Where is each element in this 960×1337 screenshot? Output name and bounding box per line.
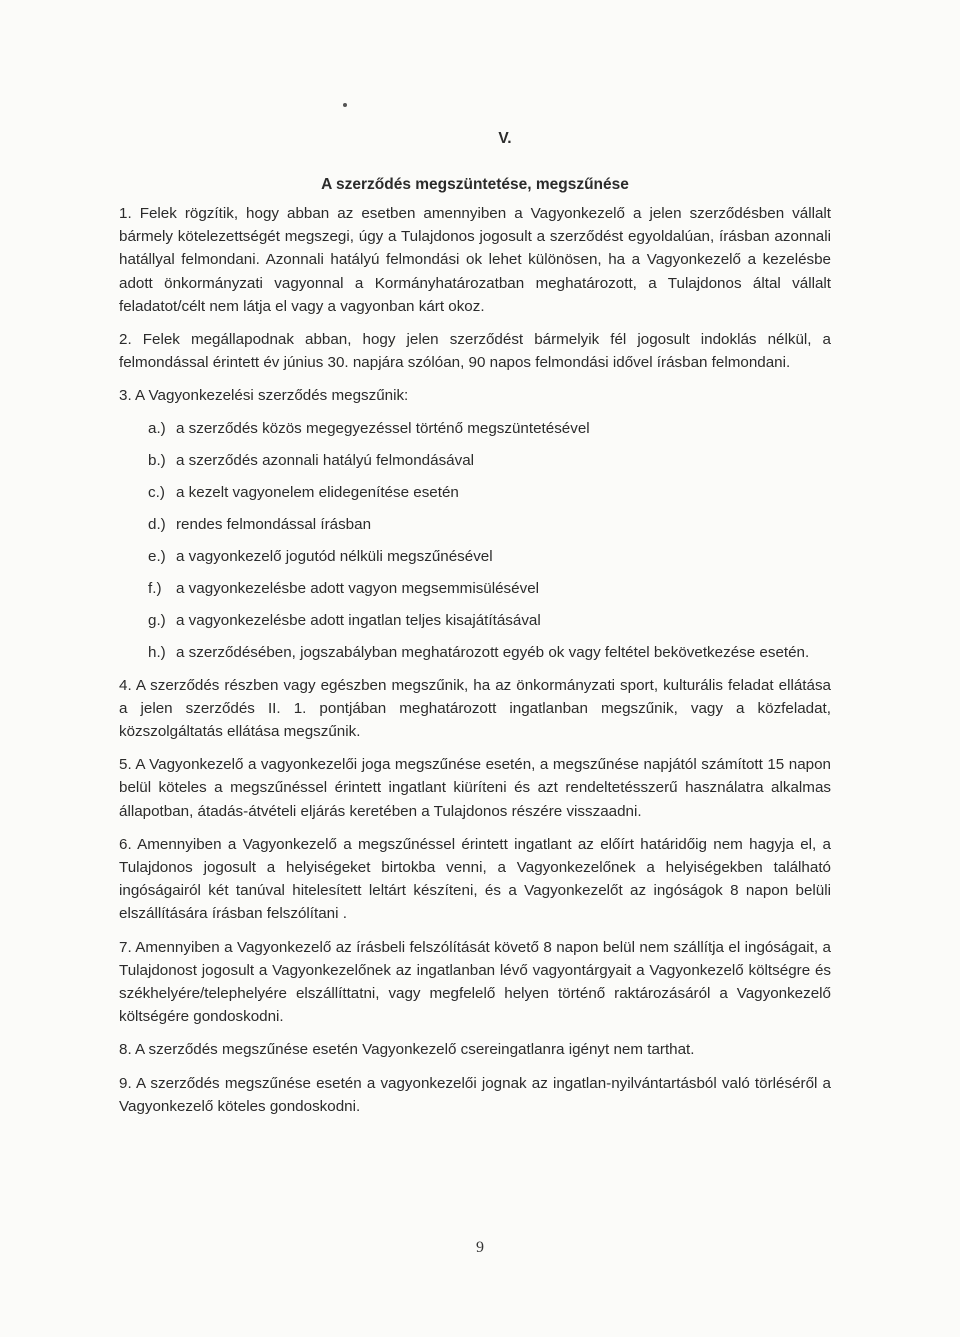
chapter-number: V.: [498, 130, 512, 147]
list-item: [119, 417, 831, 440]
termination-list: [119, 417, 831, 664]
list-item-mark: a.): [148, 419, 166, 437]
list-item-text: a vagyonkezelésbe adott ingatlan teljes kisajátításával: [176, 611, 541, 629]
list-item: [119, 641, 831, 664]
list-item-text: a vagyonkezelésbe adott vagyon megsemmisülésével: [176, 579, 540, 597]
paragraph-7: 7. Amennyiben a Vagyonkezelő az írásbeli felszólítását követő 8 napon belül nem szállítja el ingóságait, a Tulajdonost jogosult a Vagyonkezelőnek az ingatlanban lévő vagyontárgyait a Vagyonkezelő költségre és székhelyére/telephelyére elszállíttatni, vagy megfelelő helyen történő raktározásáról a Vagyonkezelő költségére gondoskodni.: [119, 938, 831, 1026]
list-item-text: a kezelt vagyonelem elidegenítése esetén: [176, 483, 459, 501]
paragraph-5: 5. A Vagyonkezelő a vagyonkezelői joga megszűnése esetén, a megszűnése napjától számított 15 napon belül köteles a megszűnéssel érintett ingatlant kiüríteni és azt rendeltetésszerű használatra alkalmas állapotban, átadás-átvételi eljárás keretében a Tulajdonos részére visszaadni.: [119, 756, 831, 820]
list-item-text: a vagyonkezelő jogutód nélküli megszűnésével: [176, 547, 493, 565]
list-item: [119, 609, 831, 632]
scan-speck: [343, 103, 347, 107]
list-item-mark: g.): [148, 611, 166, 629]
paragraph-2: 2. Felek megállapodnak abban, hogy jelen szerződést bármelyik fél jogosult indoklás nélkül, a felmondással érintett év június 30. napjára szólóan, 90 napos felmondási idővel írásban felmondani.: [119, 331, 831, 372]
list-item-text: rendes felmondással írásban: [176, 515, 372, 533]
list-item-mark: b.): [148, 451, 166, 469]
list-item-text: a szerződés közös megegyezéssel történő megszüntetésével: [176, 419, 590, 437]
list-item-mark: h.): [148, 643, 166, 661]
list-item-mark: c.): [148, 483, 165, 501]
list-item: [119, 577, 831, 600]
list-item: [119, 545, 831, 568]
list-item-mark: f.): [148, 579, 162, 597]
paragraph-4: 4. A szerződés részben vagy egészben megszűnik, ha az önkormányzati sport, kulturális feladat ellátása a jelen szerződés II. 1. pontjában meghatározott ingatlanban megszűnik, vagy a közfeladat, közszolgáltatás ellátása megszűnik.: [119, 676, 831, 741]
page-number: 9: [476, 1239, 484, 1256]
list-item-text: a szerződés azonnali hatályú felmondásával: [176, 451, 475, 469]
list-item: [119, 449, 831, 472]
list-item: [119, 513, 831, 536]
list-item-text: a szerződésében, jogszabályban meghatározott egyéb ok vagy feltétel bekövetkezése esetén.: [176, 643, 810, 661]
paragraph-3: 3. A Vagyonkezelési szerződés megszűnik:: [119, 387, 409, 405]
document-body: [119, 126, 831, 1118]
list-item-mark: e.): [148, 547, 166, 565]
paragraph-1: 1. Felek rögzítik, hogy abban az esetben amennyiben a Vagyonkezelő a jelen szerződésben vállalt bármely kötelezettségét megszegi, úgy a Tulajdonos jogosult a szerződést egyoldalúan, írásban azonnali hatállyal felmondani. Azonnali hatályú felmondási ok lehet különösen, ha a Vagyonkezelő a kezelésbe adott önkormányzati vagyonnal a Kormányhatározatban meghatározott, a Tulajdonos által vállalt feladatot/célt nem látja el vagy a vagyonban kárt okoz.: [119, 205, 831, 315]
list-item-mark: d.): [148, 515, 166, 533]
paragraph-6: 6. Amennyiben a Vagyonkezelő a megszűnéssel érintett ingatlant az előírt határidőig nem hagyja el, a Tulajdonos jogosult a helyiségeket birtokba venni, a Vagyonkezelőnek a helyiségekben található ingóságairól két tanúval hitelesített leltárt készíteni, és a Vagyonkezelőt az ingóságok 8 napon belüli elszállítására írásban felszólítani .: [119, 835, 831, 923]
chapter-title: A szerződés megszüntetése, megszűnése: [321, 176, 629, 193]
paragraph-8: 8. A szerződés megszűnése esetén Vagyonkezelő csereingatlanra igényt nem tarthat.: [119, 1041, 695, 1059]
list-item: [119, 481, 831, 504]
paragraph-9: 9. A szerződés megszűnése esetén a vagyonkezelői jognak az ingatlan-nyilvántartásból való törléséről a Vagyonkezelő köteles gondoskodni.: [119, 1074, 831, 1115]
